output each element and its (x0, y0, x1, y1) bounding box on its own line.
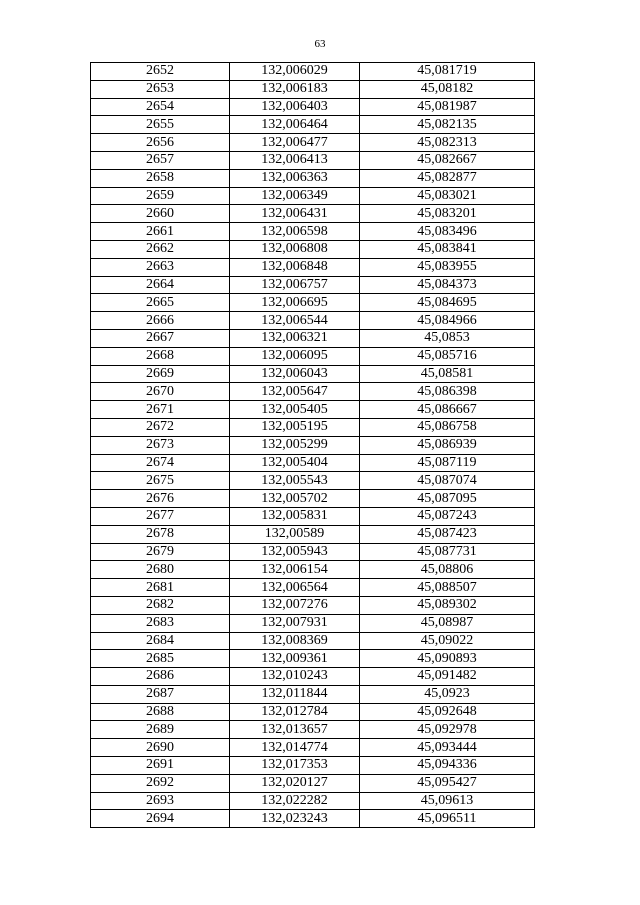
y-coordinate-cell: 45,08987 (360, 614, 535, 632)
table-row (91, 418, 535, 436)
x-coordinate-cell: 132,008369 (230, 632, 360, 650)
y-coordinate-cell: 45,082667 (360, 151, 535, 169)
y-coordinate-cell: 45,088507 (360, 579, 535, 597)
x-coordinate-cell: 132,005943 (230, 543, 360, 561)
point-number-cell: 2654 (91, 98, 230, 116)
point-number-cell: 2669 (91, 365, 230, 383)
page-number: 63 (314, 38, 326, 50)
x-coordinate-cell: 132,010243 (230, 668, 360, 686)
x-coordinate-cell: 132,006431 (230, 205, 360, 223)
x-coordinate-cell: 132,006848 (230, 258, 360, 276)
table-row (91, 472, 535, 490)
x-coordinate-cell: 132,005702 (230, 490, 360, 508)
x-coordinate-cell: 132,023243 (230, 810, 360, 828)
point-number-cell: 2682 (91, 596, 230, 614)
table-row (91, 329, 535, 347)
point-number-cell: 2683 (91, 614, 230, 632)
y-coordinate-cell: 45,083496 (360, 223, 535, 241)
table-row (91, 347, 535, 365)
point-number-cell: 2684 (91, 632, 230, 650)
table-row (91, 98, 535, 116)
y-coordinate-cell: 45,083841 (360, 240, 535, 258)
y-coordinate-cell: 45,090893 (360, 650, 535, 668)
table-row (91, 490, 535, 508)
table-row (91, 63, 535, 81)
y-coordinate-cell: 45,0853 (360, 329, 535, 347)
y-coordinate-cell: 45,084966 (360, 312, 535, 330)
point-number-cell: 2692 (91, 774, 230, 792)
x-coordinate-cell: 132,006464 (230, 116, 360, 134)
x-coordinate-cell: 132,006477 (230, 134, 360, 152)
point-number-cell: 2694 (91, 810, 230, 828)
x-coordinate-cell: 132,006544 (230, 312, 360, 330)
table-row (91, 614, 535, 632)
x-coordinate-cell: 132,006598 (230, 223, 360, 241)
point-number-cell: 2666 (91, 312, 230, 330)
x-coordinate-cell: 132,007931 (230, 614, 360, 632)
y-coordinate-cell: 45,08806 (360, 561, 535, 579)
y-coordinate-cell: 45,084695 (360, 294, 535, 312)
y-coordinate-cell: 45,081719 (360, 63, 535, 81)
y-coordinate-cell: 45,09022 (360, 632, 535, 650)
point-number-cell: 2693 (91, 792, 230, 810)
point-number-cell: 2689 (91, 721, 230, 739)
table-row (91, 240, 535, 258)
y-coordinate-cell: 45,092648 (360, 703, 535, 721)
point-number-cell: 2672 (91, 418, 230, 436)
table-row (91, 151, 535, 169)
y-coordinate-cell: 45,0923 (360, 685, 535, 703)
point-number-cell: 2690 (91, 739, 230, 757)
x-coordinate-cell: 132,006029 (230, 63, 360, 81)
point-number-cell: 2652 (91, 63, 230, 81)
y-coordinate-cell: 45,086758 (360, 418, 535, 436)
table-row (91, 134, 535, 152)
table-row (91, 436, 535, 454)
x-coordinate-cell: 132,006095 (230, 347, 360, 365)
point-number-cell: 2657 (91, 151, 230, 169)
table-row (91, 507, 535, 525)
point-number-cell: 2665 (91, 294, 230, 312)
x-coordinate-cell: 132,005543 (230, 472, 360, 490)
point-number-cell: 2680 (91, 561, 230, 579)
table-row (91, 187, 535, 205)
y-coordinate-cell: 45,087423 (360, 525, 535, 543)
x-coordinate-cell: 132,006349 (230, 187, 360, 205)
x-coordinate-cell: 132,005831 (230, 507, 360, 525)
y-coordinate-cell: 45,083021 (360, 187, 535, 205)
x-coordinate-cell: 132,006154 (230, 561, 360, 579)
y-coordinate-cell: 45,087731 (360, 543, 535, 561)
table-row (91, 169, 535, 187)
table-row (91, 116, 535, 134)
x-coordinate-cell: 132,005195 (230, 418, 360, 436)
y-coordinate-cell: 45,084373 (360, 276, 535, 294)
point-number-cell: 2679 (91, 543, 230, 561)
point-number-cell: 2662 (91, 240, 230, 258)
y-coordinate-cell: 45,083955 (360, 258, 535, 276)
point-number-cell: 2659 (91, 187, 230, 205)
x-coordinate-cell: 132,012784 (230, 703, 360, 721)
y-coordinate-cell: 45,096511 (360, 810, 535, 828)
point-number-cell: 2681 (91, 579, 230, 597)
table-row (91, 739, 535, 757)
table-row (91, 525, 535, 543)
y-coordinate-cell: 45,089302 (360, 596, 535, 614)
y-coordinate-cell: 45,087119 (360, 454, 535, 472)
y-coordinate-cell: 45,086939 (360, 436, 535, 454)
point-number-cell: 2656 (91, 134, 230, 152)
y-coordinate-cell: 45,082135 (360, 116, 535, 134)
point-number-cell: 2691 (91, 757, 230, 775)
x-coordinate-cell: 132,011844 (230, 685, 360, 703)
point-number-cell: 2688 (91, 703, 230, 721)
table-row (91, 223, 535, 241)
y-coordinate-cell: 45,09613 (360, 792, 535, 810)
y-coordinate-cell: 45,087243 (360, 507, 535, 525)
x-coordinate-cell: 132,006413 (230, 151, 360, 169)
coordinates-table (90, 62, 535, 828)
point-number-cell: 2658 (91, 169, 230, 187)
x-coordinate-cell: 132,00589 (230, 525, 360, 543)
table-row (91, 258, 535, 276)
y-coordinate-cell: 45,082877 (360, 169, 535, 187)
table-row (91, 685, 535, 703)
y-coordinate-cell: 45,093444 (360, 739, 535, 757)
x-coordinate-cell: 132,013657 (230, 721, 360, 739)
point-number-cell: 2677 (91, 507, 230, 525)
table-row (91, 650, 535, 668)
x-coordinate-cell: 132,005299 (230, 436, 360, 454)
point-number-cell: 2674 (91, 454, 230, 472)
table-row (91, 312, 535, 330)
table-row (91, 721, 535, 739)
point-number-cell: 2667 (91, 329, 230, 347)
table-row (91, 561, 535, 579)
y-coordinate-cell: 45,086667 (360, 401, 535, 419)
x-coordinate-cell: 132,005647 (230, 383, 360, 401)
point-number-cell: 2660 (91, 205, 230, 223)
table-row (91, 80, 535, 98)
table-row (91, 703, 535, 721)
y-coordinate-cell: 45,092978 (360, 721, 535, 739)
y-coordinate-cell: 45,087074 (360, 472, 535, 490)
table-row (91, 294, 535, 312)
point-number-cell: 2663 (91, 258, 230, 276)
y-coordinate-cell: 45,091482 (360, 668, 535, 686)
point-number-cell: 2678 (91, 525, 230, 543)
x-coordinate-cell: 132,009361 (230, 650, 360, 668)
x-coordinate-cell: 132,006564 (230, 579, 360, 597)
table-row (91, 810, 535, 828)
coordinates-table-body (91, 63, 535, 828)
table-row (91, 383, 535, 401)
point-number-cell: 2671 (91, 401, 230, 419)
point-number-cell: 2661 (91, 223, 230, 241)
table-row (91, 792, 535, 810)
x-coordinate-cell: 132,006363 (230, 169, 360, 187)
table-row (91, 365, 535, 383)
x-coordinate-cell: 132,005405 (230, 401, 360, 419)
y-coordinate-cell: 45,08581 (360, 365, 535, 383)
point-number-cell: 2673 (91, 436, 230, 454)
x-coordinate-cell: 132,020127 (230, 774, 360, 792)
y-coordinate-cell: 45,094336 (360, 757, 535, 775)
x-coordinate-cell: 132,005404 (230, 454, 360, 472)
point-number-cell: 2675 (91, 472, 230, 490)
table-row (91, 596, 535, 614)
x-coordinate-cell: 132,006403 (230, 98, 360, 116)
table-row (91, 543, 535, 561)
point-number-cell: 2664 (91, 276, 230, 294)
x-coordinate-cell: 132,014774 (230, 739, 360, 757)
table-row (91, 668, 535, 686)
table-row (91, 276, 535, 294)
y-coordinate-cell: 45,083201 (360, 205, 535, 223)
y-coordinate-cell: 45,095427 (360, 774, 535, 792)
table-row (91, 757, 535, 775)
x-coordinate-cell: 132,006757 (230, 276, 360, 294)
point-number-cell: 2655 (91, 116, 230, 134)
point-number-cell: 2687 (91, 685, 230, 703)
point-number-cell: 2676 (91, 490, 230, 508)
x-coordinate-cell: 132,006043 (230, 365, 360, 383)
x-coordinate-cell: 132,006695 (230, 294, 360, 312)
y-coordinate-cell: 45,086398 (360, 383, 535, 401)
point-number-cell: 2668 (91, 347, 230, 365)
table-row (91, 774, 535, 792)
y-coordinate-cell: 45,081987 (360, 98, 535, 116)
point-number-cell: 2685 (91, 650, 230, 668)
point-number-cell: 2670 (91, 383, 230, 401)
table-row (91, 632, 535, 650)
x-coordinate-cell: 132,006183 (230, 80, 360, 98)
x-coordinate-cell: 132,022282 (230, 792, 360, 810)
x-coordinate-cell: 132,007276 (230, 596, 360, 614)
point-number-cell: 2686 (91, 668, 230, 686)
table-row (91, 454, 535, 472)
table-row (91, 579, 535, 597)
point-number-cell: 2653 (91, 80, 230, 98)
x-coordinate-cell: 132,006808 (230, 240, 360, 258)
y-coordinate-cell: 45,085716 (360, 347, 535, 365)
table-row (91, 205, 535, 223)
x-coordinate-cell: 132,017353 (230, 757, 360, 775)
y-coordinate-cell: 45,082313 (360, 134, 535, 152)
y-coordinate-cell: 45,087095 (360, 490, 535, 508)
table-row (91, 401, 535, 419)
y-coordinate-cell: 45,08182 (360, 80, 535, 98)
x-coordinate-cell: 132,006321 (230, 329, 360, 347)
